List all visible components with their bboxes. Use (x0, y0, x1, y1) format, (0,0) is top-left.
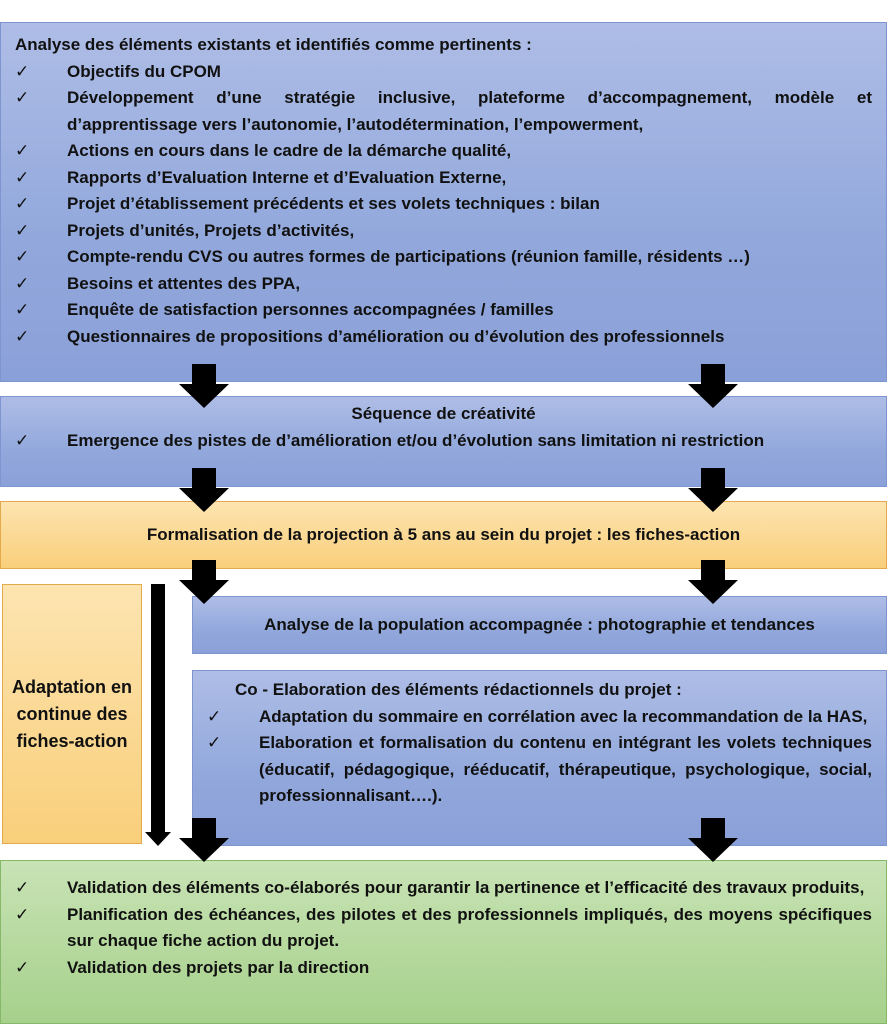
creativite-box (0, 396, 887, 487)
arrow-down-icon (179, 364, 229, 408)
list-item: ✓ Besoins et attentes des PPA, (15, 271, 872, 298)
analyse-title: Analyse des éléments existants et identifiés comme pertinents : (15, 35, 532, 54)
long-arrow-down-icon (143, 584, 173, 846)
arrow-down-icon (688, 364, 738, 408)
list-item: ✓ Objectifs du CPOM (15, 59, 872, 86)
validation-box (0, 860, 887, 1024)
check-icon: ✓ (15, 194, 30, 213)
check-icon: ✓ (15, 61, 30, 81)
analyse-list (15, 59, 872, 351)
population-title: Analyse de la population accompagnée : photographie et tendances (264, 614, 815, 634)
list-item: ✓ Enquête de satisfaction personnes accompagnées / familles (15, 297, 872, 324)
arrow-down-icon (179, 468, 229, 512)
list-item: ✓ Emergence des pistes de d’amélioration et/ou d’évolution sans limitation ni restriction (15, 428, 872, 455)
arrow-down-icon (179, 560, 229, 604)
check-icon: ✓ (207, 706, 222, 726)
check-icon: ✓ (15, 326, 30, 346)
check-icon: ✓ (15, 904, 30, 924)
population-box (192, 596, 887, 654)
check-icon: ✓ (15, 141, 30, 160)
list-item: ✓ Compte-rendu CVS ou autres formes de participations (réunion famille, résidents …) (15, 244, 872, 271)
arrow-down-icon (688, 468, 738, 512)
creativite-title: Séquence de créativité (351, 404, 536, 423)
adaptation-box (2, 584, 142, 844)
check-icon: ✓ (15, 88, 30, 107)
list-item: ✓ Rapports d’Evaluation Interne et d’Evaluation Externe, (15, 165, 872, 192)
coelaboration-box (192, 670, 887, 846)
list-item: ✓ Questionnaires de propositions d’amélioration ou d’évolution des professionnels (15, 324, 872, 351)
check-icon: ✓ (15, 878, 30, 897)
list-item: ✓ Validation des projets par la direction (15, 955, 872, 982)
check-icon: ✓ (15, 167, 30, 187)
check-icon: ✓ (15, 247, 30, 266)
list-item: ✓ Développement d’une stratégie inclusive, plateforme d’accompagnement, modèle et d’apprentissage vers l’autonomie, l’autodétermination, l’empowerment, (15, 85, 872, 138)
check-icon: ✓ (15, 300, 30, 319)
list-item: ✓ Projets d’unités, Projets d’activités, (15, 218, 872, 245)
list-item: ✓ Validation des éléments co-élaborés pour garantir la pertinence et l’efficacité des travaux produits, (15, 875, 872, 902)
formalisation-box (0, 501, 887, 569)
list-item: ✓ Elaboration et formalisation du contenu en intégrant les volets techniques (éducatif, pédagogique, rééducatif, thérapeutique, psychologique, social, professionnalisant….). (207, 730, 872, 810)
check-icon: ✓ (207, 733, 222, 752)
check-icon: ✓ (15, 273, 30, 293)
arrow-down-icon (688, 818, 738, 862)
list-item: ✓ Actions en cours dans le cadre de la démarche qualité, (15, 138, 872, 165)
coelaboration-title: Co - Elaboration des éléments rédactionnels du projet : (235, 680, 682, 699)
arrow-down-icon (688, 560, 738, 604)
analyse-box (0, 22, 887, 382)
list-item: ✓ Planification des échéances, des pilotes et des professionnels impliqués, des moyens spécifiques sur chaque fiche action du projet. (15, 902, 872, 955)
list-item: ✓ Projet d’établissement précédents et ses volets techniques : bilan (15, 191, 872, 218)
check-icon: ✓ (15, 430, 30, 450)
check-icon: ✓ (15, 957, 30, 977)
list-item: ✓ Adaptation du sommaire en corrélation avec la recommandation de la HAS, (207, 704, 872, 731)
adaptation-title: Adaptation en continue des fiches-action (12, 676, 132, 751)
arrow-down-icon (179, 818, 229, 862)
formalisation-title: Formalisation de la projection à 5 ans au sein du projet : les fiches-action (146, 524, 741, 544)
check-icon: ✓ (15, 220, 30, 240)
